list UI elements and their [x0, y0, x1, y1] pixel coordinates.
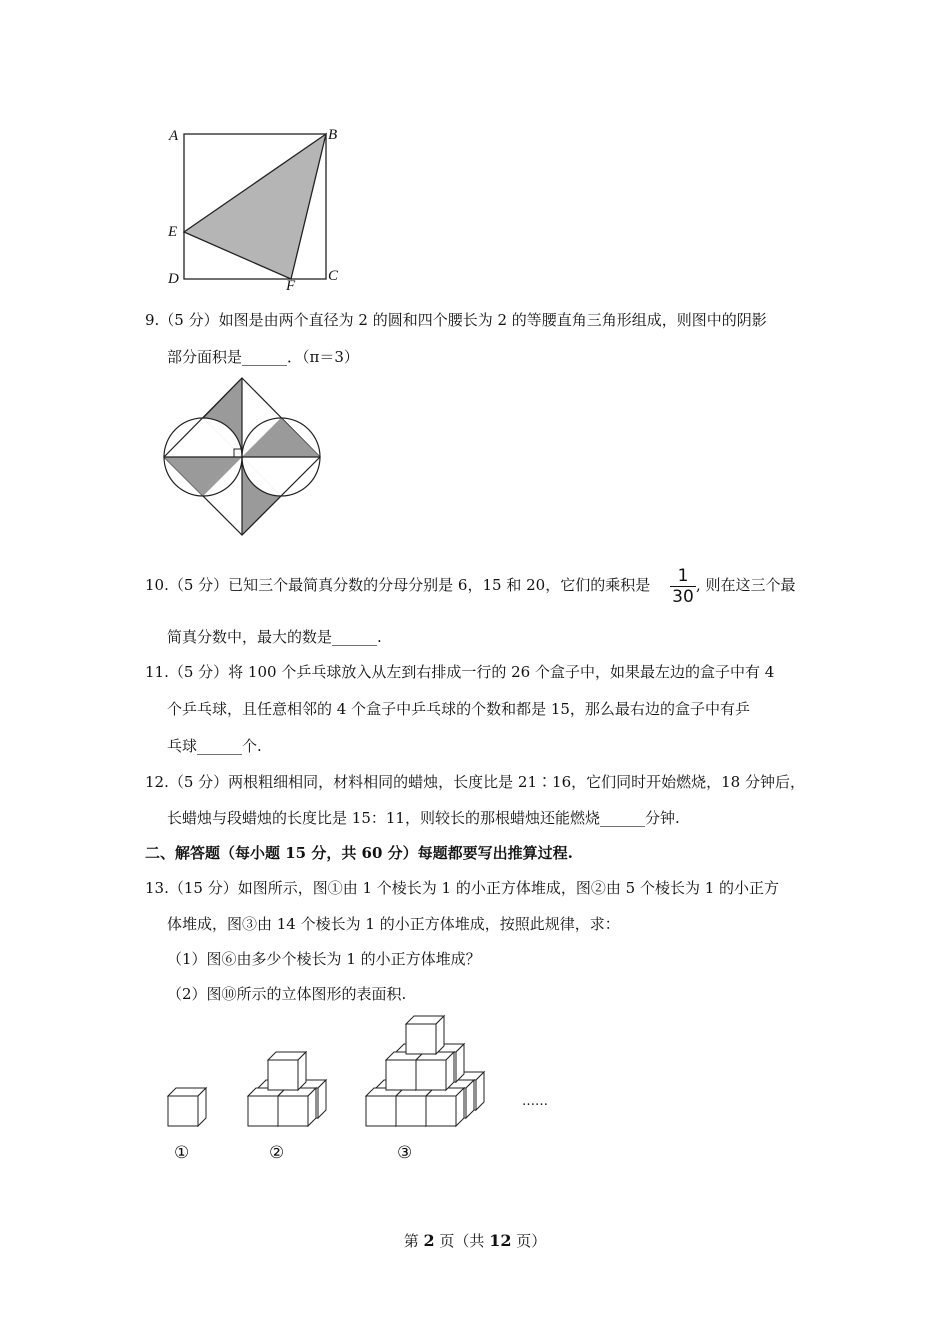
circles-triangles-figure [160, 375, 328, 538]
q10-fraction [670, 567, 696, 606]
ellipsis: …… [522, 1094, 548, 1109]
q13-sub1: （1）图⑥由多少个棱长为 1 的小正方体堆成？ [167, 950, 481, 968]
q13-line1: 13.（15 分）如图所示，图①由 1 个棱长为 1 的小正方体堆成，图②由 5 个棱长为 1 的小正方 [145, 879, 780, 897]
footer-pre: 第 [403, 1232, 424, 1250]
q13-sub2: （2）图⑩所示的立体图形的表面积. [167, 985, 407, 1003]
q10-line2: 简真分数中，最大的数是______. [167, 628, 382, 646]
figure-label-3: ③ [397, 1143, 413, 1163]
shaded-triangle-bef [184, 134, 326, 279]
footer-post: 页） [511, 1232, 547, 1250]
q11-line1: 11.（5 分）将 100 个乒乓球放入从左到右排成一行的 26 个盒子中，如果最左边的盒子中有 4 [145, 663, 775, 681]
figure-label-2: ② [269, 1143, 285, 1163]
label-f: F [286, 278, 296, 294]
section2-title: 二、解答题（每小题 15 分，共 60 分）每题都要写出推算过程. [145, 844, 573, 862]
q9-line2: 部分面积是______．（π＝3） [167, 348, 359, 366]
label-b: B [328, 127, 338, 143]
q12-line1: 12.（5 分）两根粗细相同，材料相同的蜡烛，长度比是 21∶16，它们同时开始燃烧，18 分钟后， [145, 773, 805, 791]
footer-page-number: 2 [423, 1231, 435, 1250]
fraction-denominator: 30 [672, 587, 694, 607]
cube-figures [160, 1012, 580, 1163]
q9-line1: 9.（5 分）如图是由两个直径为 2 的圆和四个腰长为 2 的等腰直角三角形组成，则图中的阴影 [145, 311, 767, 329]
footer-mid: 页（共 [434, 1232, 490, 1250]
q10-line1a: 10.（5 分）已知三个最简真分数的分母分别是 6，15 和 20，它们的乘积是 [145, 576, 651, 594]
q13-line2: 体堆成，图③由 14 个棱长为 1 的小正方体堆成，按照此规律，求： [167, 915, 620, 933]
q11-line2: 个乒乓球，且任意相邻的 4 个盒子中乒乓球的个数和都是 15，那么最右边的盒子中有乒 [167, 700, 750, 718]
figure-label-1: ① [174, 1143, 190, 1163]
footer-total-pages: 12 [489, 1231, 512, 1250]
square-triangle-figure [165, 125, 345, 295]
q10-line1b: , 则在这三个最 [696, 576, 796, 594]
page-footer [0, 1230, 950, 1251]
q11-line3: 乓球______个. [167, 737, 262, 755]
label-d: D [168, 271, 179, 287]
q12-line2: 长蜡烛与段蜡烛的长度比是 15：11，则较长的那根蜡烛还能燃烧______分钟. [167, 809, 680, 827]
label-e: E [168, 224, 178, 240]
label-a: A [169, 128, 179, 144]
label-c: C [328, 268, 339, 284]
fraction-numerator: 1 [677, 566, 689, 586]
